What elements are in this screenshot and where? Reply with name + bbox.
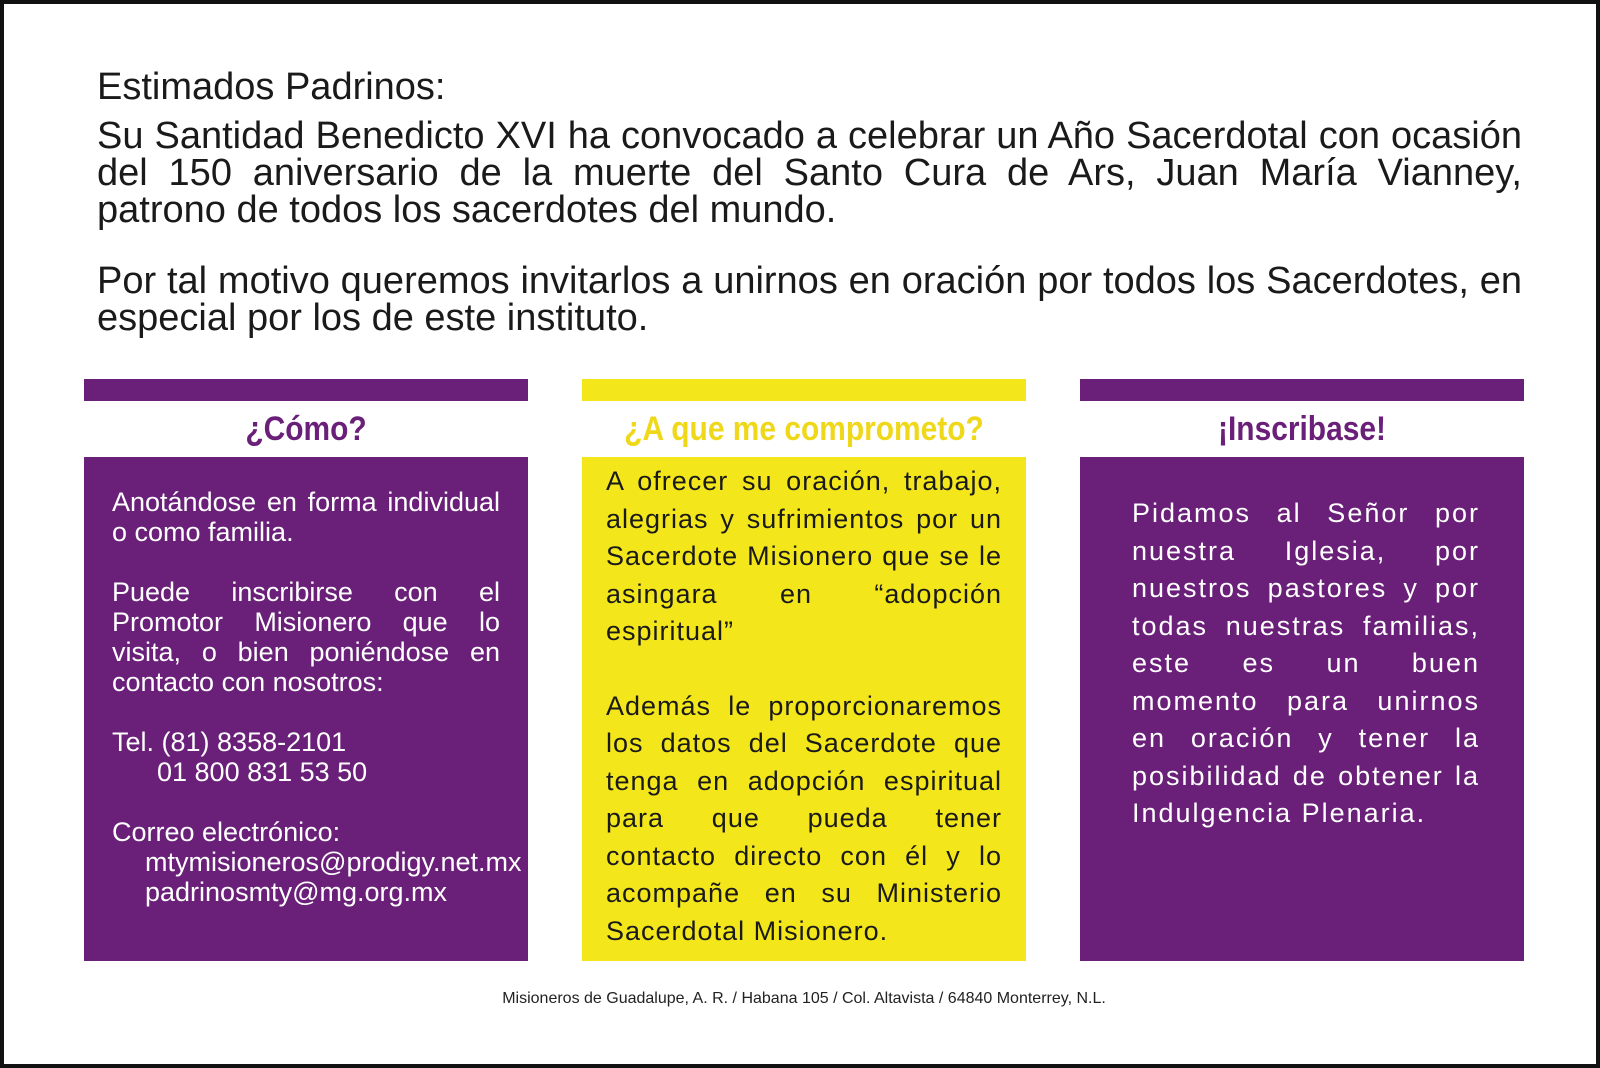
column-top-bar xyxy=(1080,379,1524,401)
phone-number-1: Tel. (81) 8358-2101 xyxy=(112,727,347,757)
column-heading-compromiso: ¿A que me comprometo? xyxy=(624,410,984,448)
email-label: Correo electrónico: xyxy=(112,817,341,847)
column-heading-inscribase: ¡Inscribase! xyxy=(1218,410,1386,448)
intro-paragraph-1: Su Santidad Benedicto XVI ha convocado a celebrar un Año Sacerdotal con ocasión del 150 aniversario de la muerte del Santo Cura de Ars, Juan María Vianney, patrono de todos los sacerdotes del mundo. xyxy=(97,115,1522,231)
como-text-2: Puede inscribirse con el Promotor Misionero que lo visita, o bien poniéndose en contacto con nosotros: xyxy=(112,577,500,697)
inscribase-text-1: Pidamos al Señor por nuestra Iglesia, por nuestros pastores y por todas nuestras familias, este es un buen momento para unirnos en oración y tener la posibilidad de obtener la Indulgencia Plenaria. xyxy=(1132,498,1480,828)
phone-number-2: 01 800 831 53 50 xyxy=(157,757,368,787)
column-top-bar xyxy=(84,379,528,401)
column-top-bar xyxy=(582,379,1026,401)
column-como xyxy=(84,379,528,961)
column-box-como xyxy=(84,457,528,961)
column-box-compromiso xyxy=(582,457,1026,961)
greeting: Estimados Padrinos: xyxy=(97,66,446,108)
email-address-1: mtymisioneros@prodigy.net.mx xyxy=(145,847,522,877)
compromiso-text-1: A ofrecer su oración, trabajo, alegrias y sufrimientos por un Sacerdote Misionero que se le asingara en “adopción espiritual” xyxy=(606,466,1002,646)
compromiso-text-2: Además le proporcionaremos los datos del Sacerdote que tenga en adopción espiritual para que pueda tener contacto directo con él y lo acompañe en su Ministerio Sacerdotal Misionero. xyxy=(606,690,1002,946)
como-text-1: Anotándose en forma individual o como familia. xyxy=(112,487,500,547)
email-address-2: padrinosmty@mg.org.mx xyxy=(145,877,447,907)
column-inscribase xyxy=(1080,379,1524,961)
intro-paragraph-2: Por tal motivo queremos invitarlos a unirnos en oración por todos los Sacerdotes, en especial por los de este instituto. xyxy=(97,260,1522,339)
column-heading-como: ¿Cómo? xyxy=(245,410,367,448)
intro-section xyxy=(97,64,1522,371)
column-box-inscribase xyxy=(1080,457,1524,961)
footer-address: Misioneros de Guadalupe, A. R. / Habana 105 / Col. Altavista / 64840 Monterrey, N.L. xyxy=(502,990,1106,1007)
column-compromiso xyxy=(582,379,1026,961)
